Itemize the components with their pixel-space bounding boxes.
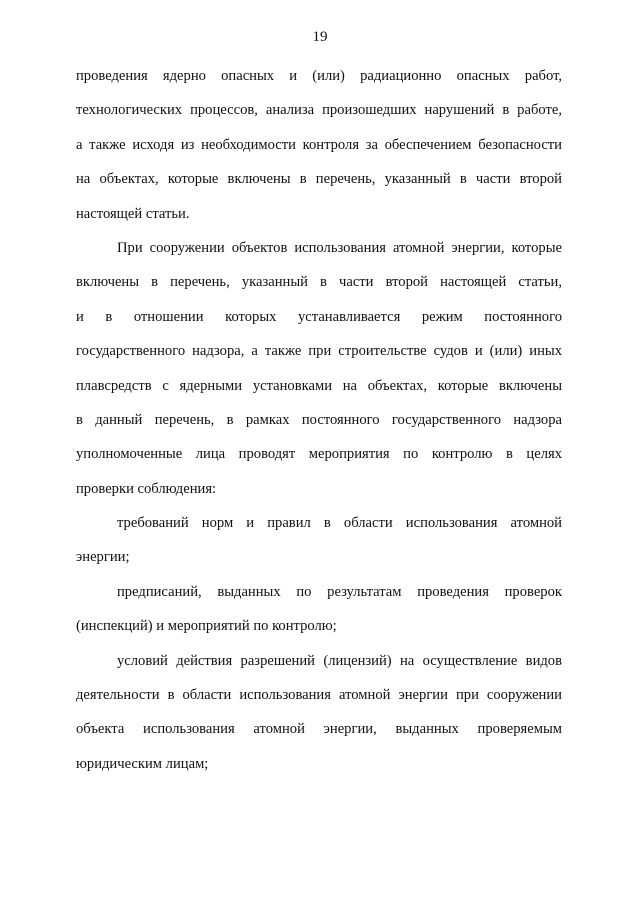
paragraph-5 xyxy=(76,647,562,785)
text-line: При сооружении объектов использования атомной энергии, которые xyxy=(117,239,562,256)
text-line: на объектах, которые включены в перечень, указанный в части второй xyxy=(76,171,562,188)
text-line: плавсредств с ядерными установками на объектах, которые включены xyxy=(76,377,562,394)
text-line: включены в перечень, указанный в части второй настоящей статьи, xyxy=(76,274,562,291)
text-line: государственного надзора, а также при строительстве судов и (или) иных xyxy=(76,343,562,360)
text-line: (инспекций) и мероприятий по контролю; xyxy=(76,618,337,635)
text-line: условий действия разрешений (лицензий) на осуществление видов xyxy=(117,652,562,669)
text-line: в данный перечень, в рамках постоянного государственного надзора xyxy=(76,411,562,428)
text-line: энергии; xyxy=(76,549,130,566)
text-line: технологических процессов, анализа произошедших нарушений в работе, xyxy=(76,102,562,119)
text-line: юридическим лицам; xyxy=(76,755,209,772)
paragraph-4 xyxy=(76,578,562,647)
paragraph-2 xyxy=(76,234,562,509)
text-line: проведения ядерно опасных и (или) радиационно опасных работ, xyxy=(76,68,562,84)
text-line: и в отношении которых устанавливается режим постоянного xyxy=(76,308,562,325)
text-line: объекта использования атомной энергии, выданных проверяемым xyxy=(76,721,562,738)
text-line: настоящей статьи. xyxy=(76,205,190,222)
page-number: 19 xyxy=(312,29,328,45)
text-line: а также исходя из необходимости контроля за обеспечением безопасности xyxy=(76,136,562,153)
text-line: проверки соблюдения: xyxy=(76,480,217,497)
text-line: требований норм и правил в области использования атомной xyxy=(117,515,562,532)
document-body xyxy=(76,62,562,784)
paragraph-1 xyxy=(76,62,562,234)
text-line: уполномоченные лица проводят мероприятия по контролю в целях xyxy=(76,446,562,463)
text-line: деятельности в области использования атомной энергии при сооружении xyxy=(76,687,562,704)
text-line: предписаний, выданных по результатам проведения проверок xyxy=(117,583,562,600)
paragraph-3 xyxy=(76,509,562,578)
